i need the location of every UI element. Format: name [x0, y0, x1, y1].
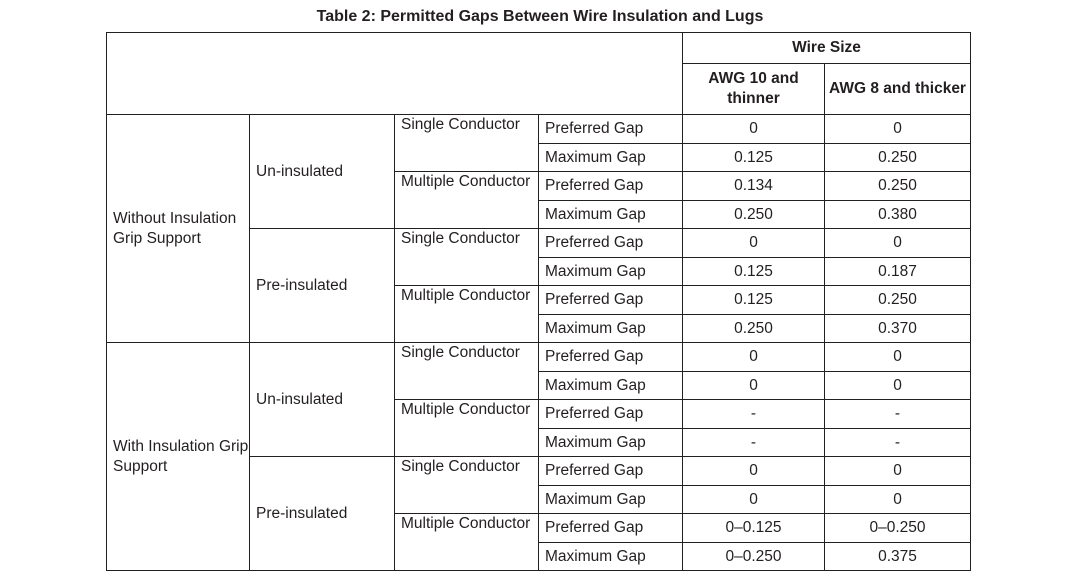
gap-type-label: Preferred Gap	[539, 229, 683, 258]
conductor-type-label: Multiple Conductor	[395, 514, 539, 571]
value-awg8: 0.250	[825, 286, 971, 315]
value-awg8: 0	[825, 229, 971, 258]
value-awg8: -	[825, 400, 971, 429]
value-awg8: 0	[825, 486, 971, 514]
awg10-header: AWG 10 and thinner	[683, 64, 825, 115]
value-awg10: 0	[683, 486, 825, 514]
gap-type-label: Maximum Gap	[539, 315, 683, 343]
gap-type-label: Preferred Gap	[539, 115, 683, 144]
gap-type-label: Preferred Gap	[539, 457, 683, 486]
value-awg10: 0.125	[683, 258, 825, 286]
grip-group-label: Without Insulation Grip Support	[107, 115, 250, 343]
conductor-type-label: Single Conductor	[395, 115, 539, 172]
conductor-type-label: Single Conductor	[395, 343, 539, 400]
conductor-type-label: Multiple Conductor	[395, 400, 539, 457]
conductor-type-label: Multiple Conductor	[395, 172, 539, 229]
value-awg10: 0–0.250	[683, 543, 825, 571]
insulation-type-label: Un-insulated	[250, 343, 395, 457]
grip-group-label: With Insulation Grip Support	[107, 343, 250, 571]
insulation-type-label: Un-insulated	[250, 115, 395, 229]
value-awg8: 0.380	[825, 201, 971, 229]
value-awg10: 0	[683, 343, 825, 372]
conductor-type-label: Single Conductor	[395, 229, 539, 286]
value-awg10: 0.250	[683, 201, 825, 229]
table-row	[107, 343, 971, 372]
conductor-type-label: Multiple Conductor	[395, 286, 539, 343]
gap-type-label: Maximum Gap	[539, 144, 683, 172]
value-awg8: 0–0.250	[825, 514, 971, 543]
gap-type-label: Maximum Gap	[539, 258, 683, 286]
value-awg10: -	[683, 400, 825, 429]
awg8-header: AWG 8 and thicker	[825, 64, 971, 115]
gap-type-label: Preferred Gap	[539, 343, 683, 372]
gap-type-label: Preferred Gap	[539, 514, 683, 543]
gap-table	[106, 32, 971, 571]
value-awg8: 0.250	[825, 172, 971, 201]
gap-type-label: Maximum Gap	[539, 486, 683, 514]
conductor-type-label: Single Conductor	[395, 457, 539, 514]
gap-type-label: Maximum Gap	[539, 543, 683, 571]
value-awg10: 0	[683, 457, 825, 486]
value-awg10: 0–0.125	[683, 514, 825, 543]
value-awg8: 0	[825, 115, 971, 144]
insulation-type-label: Pre-insulated	[250, 457, 395, 571]
value-awg8: -	[825, 429, 971, 457]
table-caption: Table 2: Permitted Gaps Between Wire Insulation and Lugs	[316, 8, 764, 25]
value-awg10: -	[683, 429, 825, 457]
value-awg10: 0	[683, 229, 825, 258]
value-awg8: 0.375	[825, 543, 971, 571]
insulation-type-label: Pre-insulated	[250, 229, 395, 343]
value-awg10: 0.250	[683, 315, 825, 343]
value-awg10: 0.125	[683, 286, 825, 315]
gap-type-label: Maximum Gap	[539, 201, 683, 229]
value-awg8: 0	[825, 372, 971, 400]
value-awg8: 0.187	[825, 258, 971, 286]
table-row	[107, 115, 971, 144]
value-awg10: 0.125	[683, 144, 825, 172]
value-awg8: 0	[825, 457, 971, 486]
blank-header-cell	[107, 33, 683, 115]
value-awg10: 0	[683, 115, 825, 144]
gap-type-label: Maximum Gap	[539, 372, 683, 400]
value-awg8: 0	[825, 343, 971, 372]
gap-type-label: Preferred Gap	[539, 172, 683, 201]
value-awg8: 0.370	[825, 315, 971, 343]
value-awg10: 0.134	[683, 172, 825, 201]
wire-size-header: Wire Size	[683, 33, 971, 64]
gap-type-label: Preferred Gap	[539, 286, 683, 315]
value-awg8: 0.250	[825, 144, 971, 172]
gap-type-label: Maximum Gap	[539, 429, 683, 457]
value-awg10: 0	[683, 372, 825, 400]
gap-type-label: Preferred Gap	[539, 400, 683, 429]
